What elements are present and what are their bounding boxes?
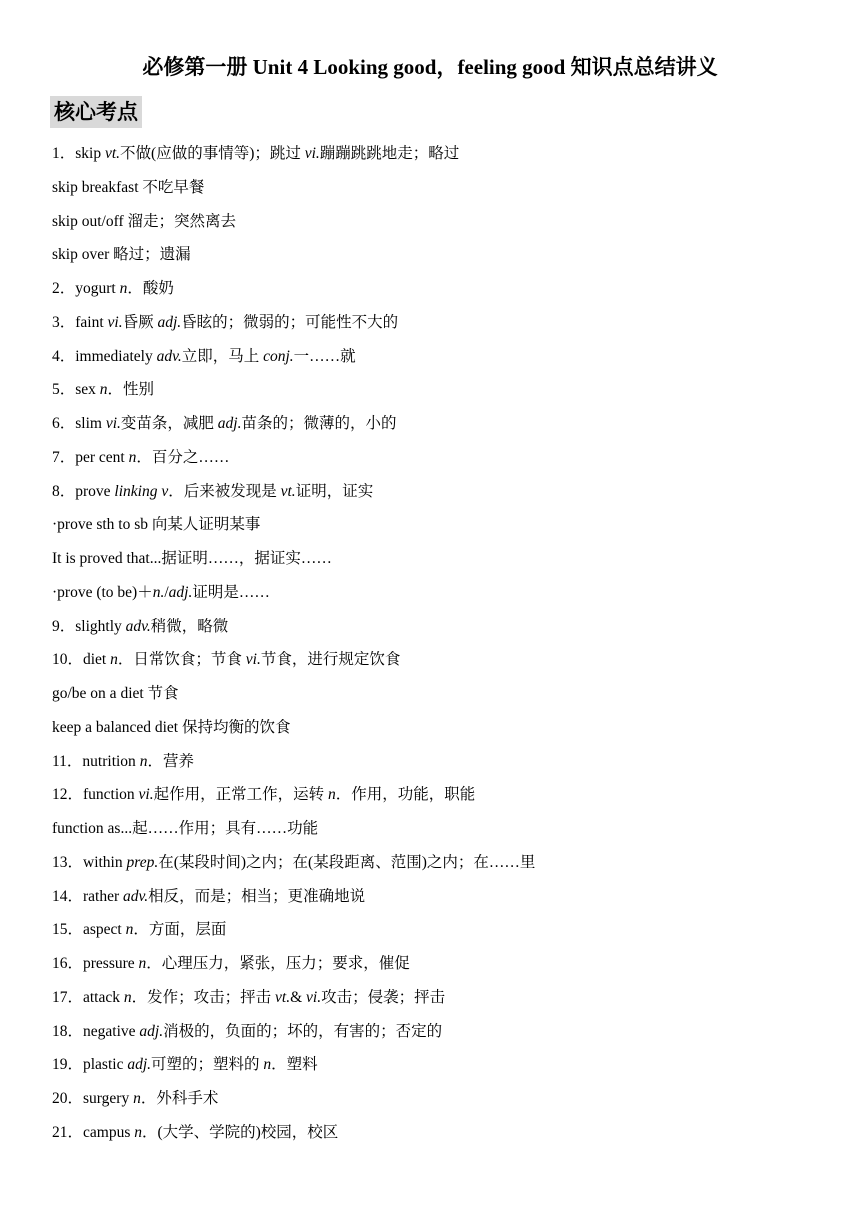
vocab-line — [52, 544, 832, 578]
part-of-speech: n — [134, 1123, 142, 1141]
line-text: 不做(应做的事情等)；跳过 — [120, 145, 305, 162]
line-text: ．酸奶 — [127, 280, 174, 297]
part-of-speech: vi. — [245, 651, 261, 669]
vocab-line — [52, 679, 832, 713]
line-text: 在(某段时间)之内；在(某段距离、范围)之内；在……里 — [158, 853, 536, 871]
line-text: 相反，而是；相当；更准确地说 — [148, 887, 366, 905]
part-of-speech: n — [139, 752, 148, 770]
part-of-speech: n — [125, 921, 134, 939]
part-of-speech: n — [263, 1056, 272, 1074]
vocab-line — [52, 983, 832, 1017]
line-text: 7．per cent — [52, 448, 129, 466]
line-text: ．(大学、学院的)校园，校区 — [141, 1123, 339, 1141]
line-text: 19．plastic — [52, 1056, 128, 1074]
line-text: 苗条的；微薄的，小的 — [241, 415, 397, 432]
line-text: 昏眩的；微弱的；可能性不大的 — [181, 313, 399, 331]
vocab-line — [52, 342, 832, 376]
line-text: 6．slim — [52, 415, 106, 432]
part-of-speech: vi. — [304, 145, 320, 162]
vocab-line — [52, 578, 832, 612]
vocab-line — [52, 949, 832, 983]
part-of-speech: conj. — [263, 347, 294, 365]
line-text: 起作用，正常工作，运转 — [153, 786, 328, 804]
line-text: 消极的，负面的；坏的，有害的；否定的 — [163, 1022, 443, 1040]
line-text: 10．diet — [52, 651, 111, 669]
part-of-speech: n — [128, 448, 137, 466]
part-of-speech: vi. — [107, 313, 123, 331]
vocab-line — [52, 375, 832, 409]
line-text: / — [164, 583, 169, 601]
vocab-line — [52, 848, 832, 882]
part-of-speech: adv. — [125, 617, 151, 635]
vocab-line — [52, 612, 832, 646]
vocabulary-list — [52, 139, 832, 1152]
vocab-line — [52, 240, 832, 274]
line-text: ·prove (to be)＋ — [52, 583, 153, 601]
line-text: ．塑料 — [271, 1056, 318, 1074]
part-of-speech: vi. — [105, 415, 121, 432]
line-text: ．百分之…… — [136, 448, 230, 466]
part-of-speech: n — [119, 280, 128, 297]
vocab-line — [52, 274, 832, 308]
line-text: skip breakfast 不吃早餐 — [52, 178, 205, 196]
line-text: 证明，证实 — [295, 482, 374, 500]
vocab-line — [52, 1084, 832, 1118]
line-text: 可塑的；塑料的 — [151, 1056, 264, 1074]
part-of-speech: vt. — [280, 482, 296, 500]
line-text: It is proved that...据证明……，据证实…… — [52, 550, 332, 567]
part-of-speech: vt. — [104, 145, 121, 162]
line-text: 20．surgery — [52, 1090, 134, 1107]
line-text: 节食，进行规定饮食 — [260, 651, 401, 669]
document-title: 必修第一册 Unit 4 Looking good，feeling good 知识点总结讲义 — [142, 55, 718, 79]
line-text: go/be on a diet 节食 — [52, 685, 179, 702]
part-of-speech: adv. — [123, 887, 149, 905]
vocab-line — [52, 1017, 832, 1051]
part-of-speech: vi. — [138, 786, 154, 804]
vocab-line — [52, 915, 832, 949]
part-of-speech: n — [99, 381, 108, 399]
vocab-line — [52, 1118, 832, 1152]
line-text: 证明是…… — [192, 583, 270, 601]
part-of-speech: adj. — [127, 1056, 152, 1074]
vocab-line — [52, 308, 832, 342]
line-text: ．方面，层面 — [133, 921, 227, 939]
line-text: 稍微，略微 — [150, 617, 229, 635]
line-text: 蹦蹦跳跳地走；略过 — [319, 145, 460, 162]
vocab-line — [52, 882, 832, 916]
line-text: ．外科手术 — [140, 1090, 219, 1107]
line-text: 13．within — [52, 853, 127, 871]
line-text: ．发作；攻击；抨击 — [131, 988, 276, 1006]
line-text: 8．prove — [52, 482, 115, 500]
line-text: 3．faint — [52, 313, 108, 331]
part-of-speech: n — [138, 955, 147, 972]
part-of-speech: n — [327, 786, 336, 804]
line-text: & — [290, 988, 307, 1006]
line-text: 12．function — [52, 786, 139, 804]
part-of-speech: n. — [152, 583, 165, 601]
part-of-speech: vt. — [275, 988, 291, 1006]
line-text: ．作用，功能，职能 — [335, 786, 476, 804]
line-text: ．营养 — [147, 752, 194, 770]
vocab-line — [52, 173, 832, 207]
line-text: 4．immediately — [52, 347, 157, 365]
vocab-line — [52, 207, 832, 241]
line-text: 一……就 — [293, 347, 356, 365]
line-text: 昏厥 — [122, 313, 158, 331]
line-text: 15．aspect — [52, 921, 126, 939]
line-text: ．日常饮食；节食 — [117, 651, 246, 669]
vocab-line — [52, 814, 832, 848]
part-of-speech: adj. — [168, 583, 193, 601]
line-text: 变苗条，减肥 — [120, 415, 218, 432]
line-text: 1．skip — [52, 145, 105, 162]
part-of-speech: vi. — [306, 988, 322, 1006]
line-text: skip out/off 溜走；突然离去 — [52, 212, 236, 230]
line-text: 2．yogurt — [52, 280, 120, 297]
vocab-line — [52, 409, 832, 443]
line-text: 17．attack — [52, 988, 124, 1006]
line-text: skip over 略过；遗漏 — [52, 246, 191, 264]
section-heading: 核心考点 — [50, 96, 142, 128]
part-of-speech: n — [110, 651, 118, 669]
line-text: 攻击；侵袭；抨击 — [321, 988, 446, 1006]
line-text: 立即，马上 — [181, 347, 264, 365]
line-text: 5．sex — [52, 381, 100, 399]
vocab-line — [52, 713, 832, 747]
line-text: keep a balanced diet 保持均衡的饮食 — [52, 718, 291, 736]
vocab-line — [52, 139, 832, 173]
vocab-line — [52, 780, 832, 814]
line-text: ．性别 — [107, 381, 155, 399]
part-of-speech: adj. — [139, 1022, 164, 1040]
line-text: 16．pressure — [52, 955, 139, 972]
part-of-speech: adj. — [157, 313, 182, 331]
line-text: 21．campus — [52, 1123, 135, 1141]
line-text: 11．nutrition — [52, 752, 140, 770]
line-text: ·prove sth to sb 向某人证明某事 — [52, 516, 261, 534]
vocab-line — [52, 443, 832, 477]
line-text: function as...起……作用；具有……功能 — [52, 820, 319, 837]
part-of-speech: linking v — [114, 482, 169, 500]
vocab-line — [52, 477, 832, 511]
vocab-line — [52, 645, 832, 679]
line-text: 14．rather — [52, 887, 124, 905]
part-of-speech: adv. — [156, 347, 182, 365]
line-text: ．后来被发现是 — [168, 482, 281, 500]
part-of-speech: n — [133, 1090, 141, 1107]
vocab-line — [52, 747, 832, 781]
part-of-speech: adj. — [217, 415, 242, 432]
vocab-line — [52, 1050, 832, 1084]
part-of-speech: prep. — [126, 853, 159, 871]
part-of-speech: n — [123, 988, 132, 1006]
line-text: 9．slightly — [52, 617, 126, 635]
line-text: 18．negative — [52, 1022, 140, 1040]
vocab-line — [52, 510, 832, 544]
line-text: ．心理压力，紧张，压力；要求，催促 — [146, 955, 410, 972]
